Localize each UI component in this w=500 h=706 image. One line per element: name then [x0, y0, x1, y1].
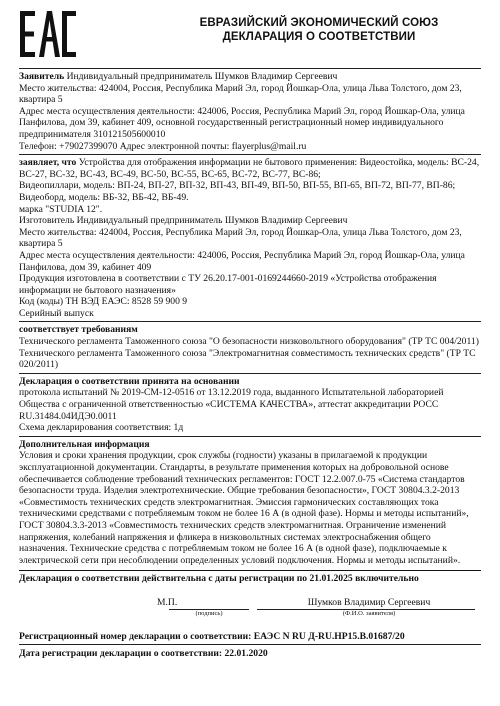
signature-block [19, 596, 481, 629]
signatory-name: Шумков Владимир Сергеевич [307, 596, 431, 608]
manufacturer-activity-address: Адрес места осуществления деятельности: 424006, Россия, Республика Марий Эл, город Йошкар-Ола, улица Панфилова, дом 39, кабинет 409 [19, 249, 465, 273]
applicant-residence: Место жительства: 424004, Россия, Республика Марий Эл, город Йошкар-Ола, улица Льва Толстого, дом 23, квартира 5 [19, 82, 462, 106]
additional-info-label: Дополнительная информация [19, 438, 150, 450]
manufacturer-residence: Место жительства: 424004, Россия, Республика Марий Эл, город Йошкар-Ола, улица Льва Толстого, дом 23, квартира 5 [19, 226, 462, 250]
basis-label: Декларация о соответствии принята на основании [19, 375, 240, 387]
eac-logo [19, 10, 77, 58]
basis-section [19, 376, 481, 434]
declaration-title: ДЕКЛАРАЦИЯ О СООТВЕТСТВИИ [222, 31, 416, 43]
signatory-caption: (Ф.И.О. заявителя) [342, 609, 396, 617]
declaration-document [19, 10, 481, 659]
declares-label: заявляет, что [19, 157, 77, 169]
divider [19, 373, 481, 374]
additional-info-section [19, 439, 481, 567]
divider [19, 436, 481, 437]
additional-info-text: Условия и сроки хранения продукции, срок службы (годности) указаны в прилагаемой к продукции эксплуатационной документации. Стандарты, в результате применения которых на добровольной основе обеспечивается соблюдение требований технических регламентов: ГОСТ 12.2.007.0-75 «Система стандартов безопасности труда. Изделия электротехнические. Общие требования безопасности», ГОСТ 30804.3.2-2013 «Совместимость технических средств электромагнитная. Эмиссия гармонических составляющих тока техническими средствами с потребляемым током не более 16 А (в одной фазе). Нормы и методы испытаний», ГОСТ 30804.3.3-2013 «Совместимость технических средств электромагнитная. Ограничение изменений напряжения, колебаний напряжения и фликера в низковольтных системах электроснабжения общего назначения. Технические средства с потребляемым током не более 16 А (в одной фазе), подключаемые к электрической сети при несоблюдении определенных условий подключения. Нормы и методы испытаний». [19, 450, 469, 566]
divider [19, 570, 481, 571]
customs-code: Код (коды) ТН ВЭД ЕАЭС: 8528 59 900 9 [19, 296, 188, 308]
union-title: ЕВРАЗИЙСКИЙ ЭКОНОМИЧЕСКИЙ СОЮЗ [199, 17, 439, 29]
requirement-tr-ts-004: Технического регламента Таможенного союза "О безопасности низковольтного оборудования" (ТР ТС 004/2011) [19, 336, 479, 348]
product-videopillar: Видеопиллари, модель: ВП-24, ВП-27, ВП-32, ВП-43, ВП-49, ВП-50, ВП-55, ВП-65, ВП-72, ВП-77, ВП-86; [19, 180, 456, 192]
serial-production: Серийный выпуск [19, 307, 94, 319]
divider [19, 68, 481, 69]
manufacturer-name: Изготовитель Индивидуальный предприниматель Шумков Владимир Сергеевич [19, 215, 348, 227]
divider [19, 321, 481, 322]
requirements-label: соответствует требованиям [19, 324, 138, 336]
applicant-label: Заявитель [19, 71, 65, 82]
declares-section [19, 157, 481, 319]
stamp-placeholder: М.П. [157, 596, 178, 608]
declaration-scheme: Схема декларирования соответствия: 1д [19, 422, 184, 434]
signature-caption: (подпись) [195, 609, 223, 617]
divider [19, 644, 481, 645]
product-videoboard: Видеоборд, модель: ВБ-32, ВБ-42, ВБ-49. [19, 191, 189, 203]
applicant-contacts: Телефон: +79027399070 Адрес электронной почты: flayerplus@mail.ru [19, 140, 307, 152]
applicant-name: Индивидуальный предприниматель Шумков Владимир Сергеевич [66, 71, 338, 82]
test-protocol: протокола испытаний № 2019-СМ-12-0516 от 13.12.2019 года, выданного Испытательной лабораторией Общества с ограниченной ответственностью «СИСТЕМА КАЧЕСТВА», аттестат аккредитации РОСС RU.31484.04ИДЭ0.0011 [19, 387, 444, 422]
requirement-tr-ts-020: Технического регламента Таможенного союза "Электромагнитная совместимость технических средств" (ТР ТС 020/2011) [19, 347, 476, 371]
divider [19, 154, 481, 155]
document-header [19, 10, 481, 66]
applicant-activity-address: Адрес места осуществления деятельности: 424006, Россия, Республика Марий Эл, город Йошкар-Ола, улица Панфилова, дом 39, кабинет 409, основной государственный регистрационный номер индивидуального предпринимателя 310121505600010 [19, 105, 465, 140]
applicant-section [19, 71, 481, 152]
requirements-section [19, 324, 481, 370]
product-brand: марка "STUDIA 12". [19, 203, 103, 215]
registration-number: Регистрационный номер декларации о соответствии: ЕАЭС N RU Д-RU.НР15.В.01687/20 [19, 630, 405, 642]
registration-date: Дата регистрации декларации о соответствии: 22.01.2020 [19, 647, 268, 659]
validity-statement: Декларация о соответствии действительна с даты регистрации по 21.01.2025 включительно [19, 573, 419, 585]
product-videostand: Устройства для отображения информации не бытового применения: Видеостойка, модель: ВС-24, ВС-27, ВС-32, ВС-43, ВС-49, ВС-50, ВС-55, ВС-65, ВС-72, ВС-77, ВС-86; [19, 157, 480, 180]
production-standard: Продукция изготовлена в соответствии с ТУ 26.20.17-001-0169244660-2019 «Устройства отображения информации не бытового назначения» [19, 273, 437, 296]
